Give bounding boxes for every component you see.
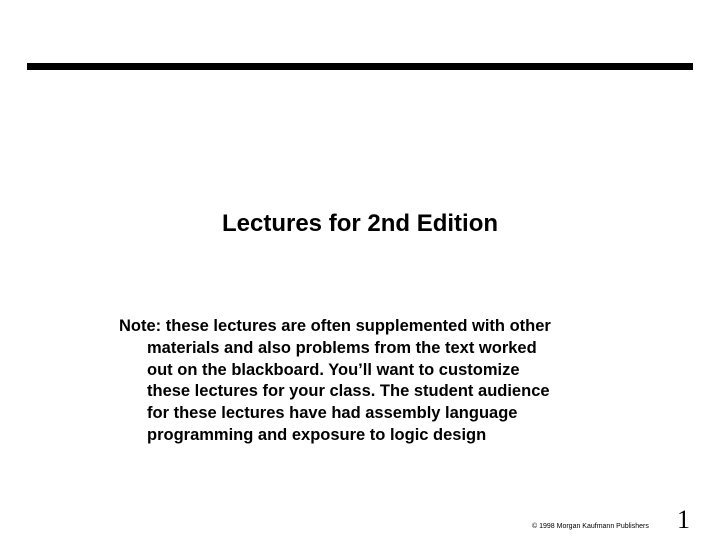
note-line: these lectures for your class. The student audience <box>147 382 550 401</box>
page-number: 1 <box>677 505 690 534</box>
slide-title: Lectures for 2nd Edition <box>221 210 499 237</box>
note-line: out on the blackboard. You’ll want to customize <box>147 360 520 379</box>
note-line: programming and exposure to logic design <box>147 425 487 444</box>
footer-copyright: © 1998 Morgan Kaufmann Publishers <box>532 523 649 530</box>
note-paragraph <box>119 316 639 447</box>
note-line: materials and also problems from the text worked <box>147 338 537 357</box>
note-line: for these lectures have had assembly language <box>147 404 518 423</box>
top-rule-divider <box>27 63 693 70</box>
note-line: Note: these lectures are often supplemented with other <box>119 317 551 335</box>
